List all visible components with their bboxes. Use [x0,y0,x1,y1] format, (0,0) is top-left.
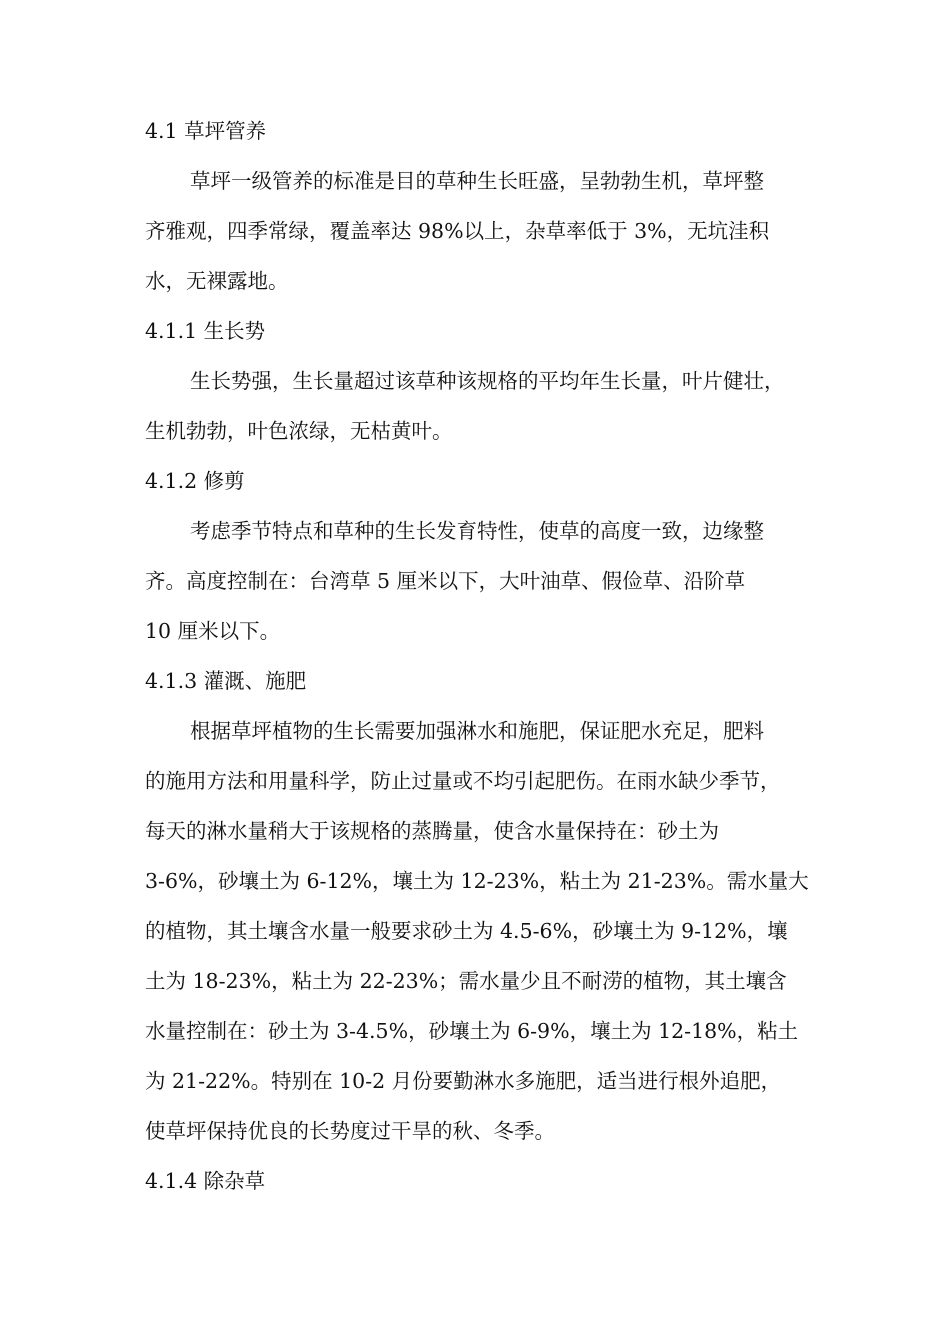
section-heading-4-1: 4.1 草坪管养 [145,119,267,143]
section-heading-4-1-4: 4.1.4 除杂草 [145,1169,266,1193]
paragraph-line: 土为 18-23%，粘土为 22-23%；需水量少且不耐涝的植物，其土壤含 [145,969,787,993]
paragraph-line: 为 21-22%。特别在 10-2 月份要勤淋水多施肥，适当进行根外追肥， [145,1069,782,1093]
paragraph-line: 的植物，其土壤含水量一般要求砂土为 4.5-6%，砂壤土为 9-12%，壤 [145,919,788,943]
paragraph-line: 生长势强，生长量超过该草种该规格的平均年生长量，叶片健壮， [190,369,785,393]
paragraph-line: 生机勃勃，叶色浓绿，无枯黄叶。 [145,419,453,443]
paragraph-line: 使草坪保持优良的长势度过干旱的秋、冬季。 [145,1119,555,1143]
paragraph-line: 3-6%，砂壤土为 6-12%，壤土为 12-23%，粘土为 21-23%。需水量大 [145,869,809,893]
paragraph-line: 根据草坪植物的生长需要加强淋水和施肥，保证肥水充足，肥料 [190,719,764,743]
paragraph-line: 齐。高度控制在：台湾草 5 厘米以下，大叶油草、假俭草、沿阶草 [145,569,746,593]
paragraph-line: 水，无裸露地。 [145,269,289,293]
section-heading-4-1-1: 4.1.1 生长势 [145,319,266,343]
paragraph-line: 考虑季节特点和草种的生长发育特性，使草的高度一致，边缘整 [190,519,764,543]
paragraph-line: 每天的淋水量稍大于该规格的蒸腾量，使含水量保持在：砂土为 [145,819,719,843]
paragraph-line: 10 厘米以下。 [145,619,281,643]
paragraph-line: 齐雅观，四季常绿，覆盖率达 98%以上，杂草率低于 3%，无坑洼积 [145,219,770,243]
paragraph-line: 水量控制在：砂土为 3-4.5%，砂壤土为 6-9%，壤土为 12-18%，粘土 [145,1019,799,1043]
section-heading-4-1-2: 4.1.2 修剪 [145,469,245,493]
section-heading-4-1-3: 4.1.3 灌溉、施肥 [145,669,307,693]
paragraph-line: 的施用方法和用量科学，防止过量或不均引起肥伤。在雨水缺少季节， [145,769,781,793]
paragraph-line: 草坪一级管养的标准是目的草种生长旺盛，呈勃勃生机，草坪整 [190,169,764,193]
